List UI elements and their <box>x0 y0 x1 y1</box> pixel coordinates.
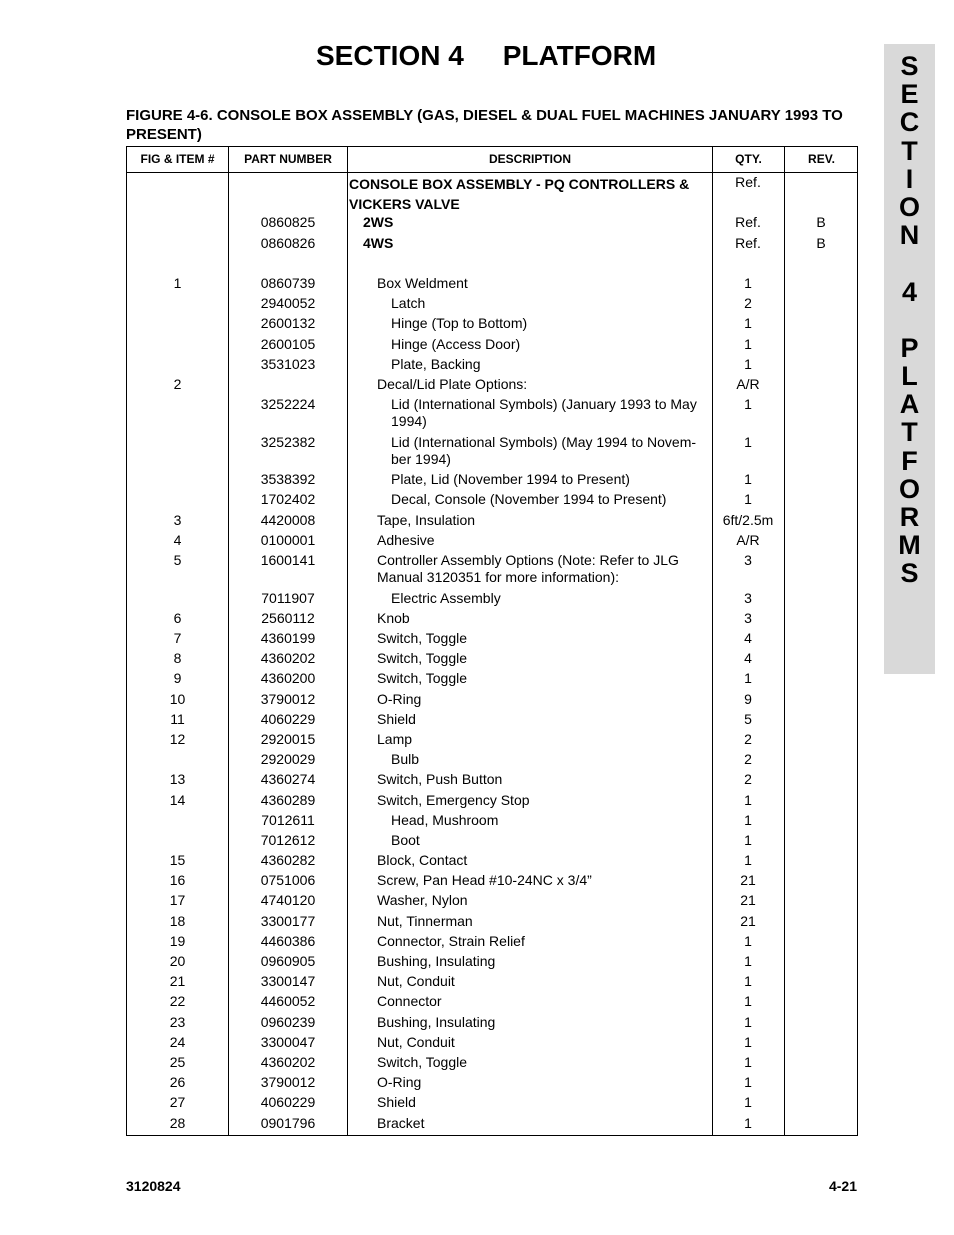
description-cell: Connector, Strain Relief <box>377 932 525 949</box>
table-row <box>127 394 857 432</box>
table-row <box>127 354 857 374</box>
description-cell: Decal, Console (November 1994 to Present) <box>391 491 667 508</box>
part-number-cell: 2940052 <box>260 295 316 312</box>
table-row <box>127 668 857 688</box>
table-row <box>127 469 857 489</box>
fig-item-cell: 25 <box>169 1053 186 1070</box>
table-row <box>127 1052 857 1072</box>
description-cell: Tape, Insulation <box>377 511 476 528</box>
fig-item-cell: 19 <box>169 932 186 949</box>
qty-cell: 1 <box>744 993 752 1010</box>
fig-item-cell: 5 <box>173 552 182 569</box>
description-cell: CONSOLE BOX ASSEMBLY - PQ CONTROLLERS & VICKERS VALVE <box>349 176 690 213</box>
qty-cell: 5 <box>744 710 752 727</box>
description-cell: Lid (International Symbols) (May 1994 to Novem-ber 1994) <box>391 433 697 467</box>
description-cell: Washer, Nylon <box>377 892 468 909</box>
qty-cell: 1 <box>744 433 752 450</box>
table-row <box>127 233 857 273</box>
side-tab-letter: E <box>900 79 919 110</box>
description-cell: Lid (International Symbols) (January 1993 to May 1994) <box>391 396 697 430</box>
part-number-cell: 7012611 <box>261 811 315 828</box>
fig-item-cell: 6 <box>173 609 182 626</box>
description-cell: Nut, Conduit <box>377 1033 455 1050</box>
part-number-cell: 0751006 <box>260 872 316 889</box>
qty-cell: 1 <box>744 355 752 372</box>
side-tab-letter: M <box>898 530 921 561</box>
fig-item-cell: 24 <box>169 1033 186 1050</box>
description-cell: O-Ring <box>377 690 422 707</box>
description-cell: Nut, Conduit <box>377 973 455 990</box>
description-cell: Hinge (Access Door) <box>391 335 521 352</box>
table-row <box>127 1092 857 1112</box>
table-row <box>127 769 857 789</box>
description-cell: Switch, Emergency Stop <box>377 791 530 808</box>
table-row <box>127 648 857 668</box>
qty-cell: 3 <box>744 552 752 569</box>
qty-cell: 1 <box>744 471 752 488</box>
part-number-cell: 3300147 <box>260 973 316 990</box>
table-row <box>127 628 857 648</box>
table-row <box>127 790 857 810</box>
part-number-cell: 3252224 <box>260 396 316 413</box>
part-number-cell: 2560112 <box>261 609 315 626</box>
part-number-cell: 4360200 <box>260 670 316 687</box>
rev-cell: B <box>816 214 826 231</box>
table-row <box>127 991 857 1011</box>
qty-cell: 1 <box>744 1074 752 1091</box>
description-cell: Electric Assembly <box>391 589 501 606</box>
side-tab-letter: P <box>900 332 919 363</box>
description-cell: Screw, Pan Head #10-24NC x 3/4” <box>377 872 592 889</box>
header-rev: REV. <box>808 152 835 166</box>
part-number-cell: 3790012 <box>260 1074 316 1091</box>
fig-item-cell: 27 <box>169 1094 186 1111</box>
qty-cell: 1 <box>744 953 752 969</box>
description-cell: Lamp <box>377 730 413 747</box>
qty-cell: 1 <box>744 1094 752 1111</box>
part-number-cell: 0100001 <box>260 531 316 548</box>
part-number-cell: 4360289 <box>260 791 316 808</box>
side-tab-letter: A <box>899 389 920 420</box>
description-cell: Shield <box>377 710 416 727</box>
part-number-cell: 4060229 <box>260 1094 316 1111</box>
fig-item-cell: 10 <box>169 690 186 707</box>
fig-item-cell: 2 <box>173 375 182 392</box>
table-row <box>127 870 857 890</box>
document-number: 3120824 <box>126 1178 181 1194</box>
qty-cell: A/R <box>736 375 760 392</box>
section-title: SECTION 4 PLATFORM <box>316 40 657 71</box>
description-cell: Knob <box>377 609 410 626</box>
qty-cell: 9 <box>744 690 752 707</box>
description-cell: Bushing, Insulating <box>377 953 496 969</box>
table-row <box>127 1113 857 1133</box>
description-cell: Boot <box>391 831 420 848</box>
qty-cell: 1 <box>744 491 752 508</box>
table-row <box>127 374 857 394</box>
part-number-cell: 4360274 <box>260 771 316 788</box>
table-row <box>127 1032 857 1052</box>
header-description: DESCRIPTION <box>488 152 571 166</box>
part-number-cell: 3252382 <box>260 433 316 450</box>
part-number-cell: 0860826 <box>260 234 316 251</box>
description-cell: Decal/Lid Plate Options: <box>377 375 528 392</box>
table-row <box>127 810 857 830</box>
table-row <box>127 510 857 530</box>
qty-cell: 1 <box>744 811 752 828</box>
table-row <box>127 1012 857 1032</box>
part-number-cell: 4360202 <box>260 650 316 667</box>
part-number-cell: 4360202 <box>260 1053 316 1070</box>
qty-cell: 1 <box>744 1114 752 1131</box>
description-cell: Latch <box>391 295 426 312</box>
qty-cell: 1 <box>744 973 752 990</box>
qty-cell: 21 <box>740 892 756 909</box>
table-row <box>127 530 857 550</box>
section-side-tab <box>884 44 935 674</box>
part-number-cell: 0860739 <box>260 274 316 291</box>
qty-cell: 2 <box>744 771 752 788</box>
qty-cell: 4 <box>744 630 752 646</box>
description-cell: Connector <box>377 993 442 1010</box>
description-cell: Plate, Backing <box>391 355 481 372</box>
fig-item-cell: 20 <box>169 953 186 969</box>
description-cell: Switch, Push Button <box>377 771 503 788</box>
fig-item-cell: 1 <box>173 274 182 291</box>
qty-cell: 1 <box>744 1013 752 1030</box>
qty-cell: 1 <box>744 670 752 687</box>
table-row <box>127 850 857 870</box>
qty-cell: 1 <box>744 932 752 949</box>
qty-cell: 1 <box>744 1053 752 1070</box>
table-row <box>127 729 857 749</box>
part-number-cell: 4420008 <box>260 511 316 528</box>
fig-item-cell: 22 <box>169 993 186 1010</box>
fig-item-cell: 9 <box>173 670 182 687</box>
qty-cell: 3 <box>744 609 752 626</box>
table-row <box>127 689 857 709</box>
qty-cell: 1 <box>744 335 752 352</box>
part-number-cell: 1702402 <box>260 491 316 508</box>
part-number-cell: 0960239 <box>260 1013 316 1030</box>
description-cell: Head, Mushroom <box>391 811 499 828</box>
table-row <box>127 709 857 729</box>
header-part-number: PART NUMBER <box>244 152 332 166</box>
fig-item-cell: 15 <box>169 852 186 869</box>
fig-item-cell: 23 <box>169 1013 186 1030</box>
qty-cell: 21 <box>740 912 756 929</box>
part-number-cell: 4060229 <box>260 710 316 727</box>
side-tab-letter: C <box>899 107 920 138</box>
fig-item-cell: 14 <box>169 791 186 808</box>
description-cell: 4WS <box>363 234 394 251</box>
part-number-cell: 3300047 <box>260 1033 316 1050</box>
side-tab-letter: S <box>900 51 919 81</box>
part-number-cell: 3300177 <box>260 912 316 929</box>
fig-item-cell: 7 <box>173 630 182 646</box>
table-row <box>127 971 857 991</box>
description-cell: Bushing, Insulating <box>377 1013 496 1030</box>
fig-item-cell: 11 <box>170 710 185 727</box>
description-cell: Switch, Toggle <box>377 630 468 646</box>
part-number-cell: 4460052 <box>260 993 316 1010</box>
part-number-cell: 0960905 <box>260 953 316 969</box>
description-cell: Controller Assembly Options (Note: Refer to JLG Manual 3120351 for more information): <box>377 552 679 586</box>
description-cell: Shield <box>377 1094 416 1111</box>
rev-cell: B <box>816 234 826 251</box>
qty-cell: A/R <box>736 531 760 548</box>
table-row <box>127 951 857 971</box>
fig-item-cell: 17 <box>169 892 186 909</box>
parts-table <box>126 146 858 1136</box>
table-row <box>127 212 857 232</box>
qty-cell: 21 <box>740 872 756 889</box>
fig-item-cell: 21 <box>169 973 186 990</box>
description-cell: Plate, Lid (November 1994 to Present) <box>391 471 630 488</box>
part-number-cell: 7011907 <box>261 589 315 606</box>
part-number-cell: 3531023 <box>260 355 316 372</box>
table-row <box>127 749 857 769</box>
description-cell: Hinge (Top to Bottom) <box>391 315 528 332</box>
table-row <box>127 334 857 354</box>
qty-cell: 1 <box>744 396 752 413</box>
fig-item-cell: 28 <box>169 1114 186 1131</box>
table-row <box>127 273 857 293</box>
qty-cell: 1 <box>744 791 752 808</box>
part-number-cell: 4460386 <box>260 932 316 949</box>
table-row <box>127 1072 857 1092</box>
fig-item-cell: 26 <box>169 1074 186 1091</box>
header-fig-item: FIG & ITEM # <box>140 152 215 166</box>
fig-item-cell: 13 <box>169 771 186 788</box>
description-cell: Box Weldment <box>377 274 468 291</box>
qty-cell: 2 <box>744 751 752 768</box>
side-tab-letter: T <box>901 135 918 166</box>
fig-item-cell: 16 <box>169 872 186 889</box>
table-body <box>127 172 857 1133</box>
qty-cell: 1 <box>744 831 752 848</box>
part-number-cell: 0860825 <box>260 214 316 231</box>
side-tab-letter: O <box>898 473 920 504</box>
fig-item-cell: 8 <box>173 650 182 667</box>
side-tab-letter: O <box>898 191 920 222</box>
qty-cell: Ref. <box>735 174 761 190</box>
part-number-cell: 4740120 <box>260 892 316 909</box>
part-number-cell: 4360199 <box>260 630 316 646</box>
table-row <box>127 911 857 931</box>
part-number-cell: 7012612 <box>260 831 316 848</box>
side-tab-letter: 4 <box>901 276 918 307</box>
part-number-cell: 3538392 <box>260 471 316 488</box>
description-cell: Nut, Tinnerman <box>377 912 473 929</box>
qty-cell: 6ft/2.5m <box>722 511 774 528</box>
qty-cell: Ref. <box>735 214 761 231</box>
header-qty: QTY. <box>735 152 762 166</box>
table-row <box>127 489 857 509</box>
description-cell: Block, Contact <box>377 852 468 869</box>
figure-title: FIGURE 4-6. CONSOLE BOX ASSEMBLY (GAS, DIESEL & DUAL FUEL MACHINES JANUARY 1993 TO PRESENT) <box>126 107 843 143</box>
qty-cell: 1 <box>744 274 752 291</box>
page-number: 4-21 <box>828 1178 857 1194</box>
part-number-cell: 4360282 <box>260 852 316 869</box>
part-number-cell: 2920029 <box>260 751 316 768</box>
table-row <box>127 588 857 608</box>
qty-cell: 2 <box>744 730 752 747</box>
fig-item-cell: 12 <box>169 730 186 747</box>
description-cell: Bracket <box>377 1114 425 1131</box>
description-cell: Switch, Toggle <box>377 650 468 667</box>
description-cell: Switch, Toggle <box>377 670 468 687</box>
description-cell: 2WS <box>363 214 394 231</box>
description-cell: O-Ring <box>377 1074 422 1091</box>
description-cell: Adhesive <box>377 531 435 548</box>
qty-cell: Ref. <box>735 234 761 251</box>
side-tab-letter: T <box>901 417 918 448</box>
qty-cell: 3 <box>744 589 752 606</box>
table-row <box>127 830 857 850</box>
fig-item-cell: 4 <box>173 531 182 548</box>
table-row <box>127 172 857 212</box>
side-tab-letter: N <box>899 220 920 251</box>
part-number-cell: 0901796 <box>260 1114 316 1131</box>
qty-cell: 1 <box>744 852 752 869</box>
part-number-cell: 3790012 <box>260 690 316 707</box>
part-number-cell: 2920015 <box>260 730 316 747</box>
table-row <box>127 432 857 470</box>
part-number-cell: 2600105 <box>260 335 316 352</box>
part-number-cell: 2600132 <box>260 315 316 332</box>
fig-item-cell: 18 <box>169 912 186 929</box>
fig-item-cell: 3 <box>173 511 182 528</box>
side-tab-letter: F <box>901 445 918 476</box>
side-tab-letter: L <box>901 361 918 392</box>
side-tab-letter: I <box>905 163 914 194</box>
table-row <box>127 313 857 333</box>
qty-cell: 1 <box>744 1033 752 1050</box>
description-cell: Switch, Toggle <box>377 1053 468 1070</box>
description-cell: Bulb <box>391 751 420 768</box>
side-tab-letter: S <box>900 558 919 589</box>
table-row <box>127 890 857 910</box>
qty-cell: 2 <box>744 295 752 312</box>
table-row <box>127 608 857 628</box>
qty-cell: 4 <box>744 650 752 667</box>
table-row <box>127 550 857 588</box>
table-row <box>127 931 857 951</box>
part-number-cell: 1600141 <box>260 552 316 569</box>
side-tab-letter: R <box>899 502 920 532</box>
table-row <box>127 293 857 313</box>
qty-cell: 1 <box>744 315 752 332</box>
